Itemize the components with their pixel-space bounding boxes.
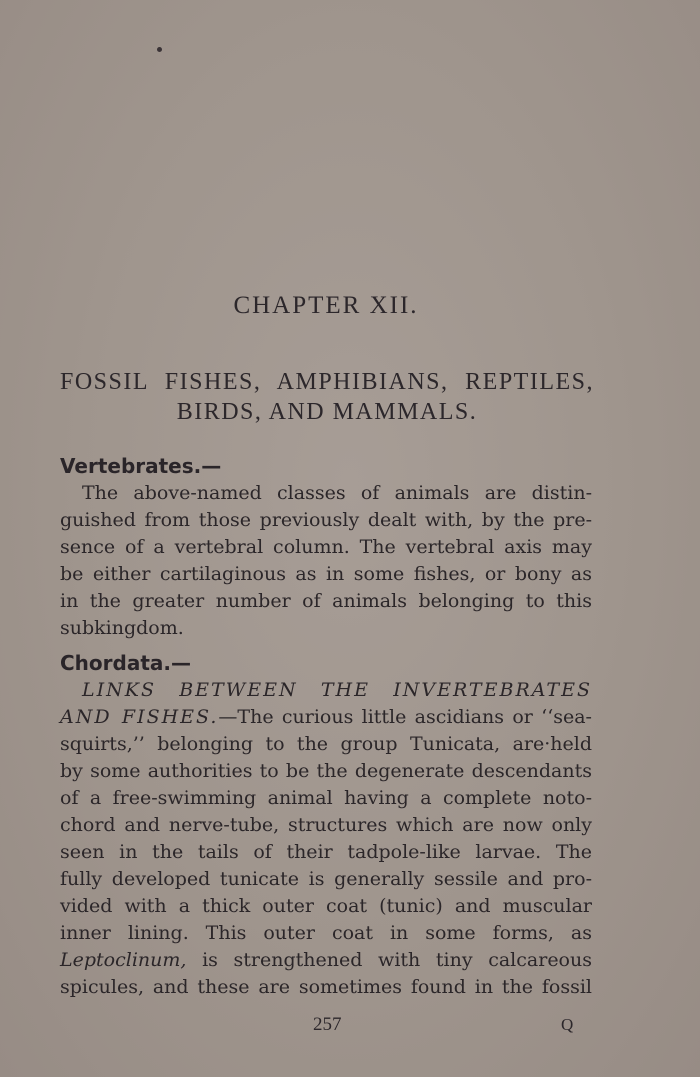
subsection-heading-continued: AND FISHES.: [60, 706, 219, 728]
page-number: 257: [313, 1014, 342, 1035]
ink-speck: [157, 47, 162, 52]
paragraph-line: of a free-swimming animal having a complete noto-: [60, 787, 592, 809]
subsection-heading-line: LINKS BETWEEN THE INVERTEBRATES: [82, 679, 592, 701]
paragraph-line-text: —The curious little ascidians or ‘‘sea-: [218, 706, 592, 728]
signature-mark: Q: [561, 1015, 574, 1034]
paragraph-line-text: is strengthened with tiny calcareous: [202, 949, 592, 971]
paragraph-line: guished from those previously dealt with, by the pre-: [60, 509, 592, 531]
chapter-number: CHAPTER XII.: [233, 292, 419, 319]
paragraph-line: chord and nerve-tube, structures which are now only: [60, 814, 592, 836]
paragraph-line: seen in the tails of their tadpole-like larvae. The: [60, 841, 592, 863]
paragraph-line: inner lining. This outer coat in some forms, as: [60, 922, 592, 944]
paragraph-line: fully developed tunicate is generally sessile and pro-: [60, 868, 592, 890]
paragraph-line: [60, 706, 592, 728]
paragraph-line: spicules, and these are sometimes found in the fossil: [60, 976, 592, 998]
paragraph-line: subkingdom.: [60, 617, 184, 639]
paragraph-line: by some authorities to be the degenerate descendants: [60, 760, 592, 782]
paragraph-line: vided with a thick outer coat (tunic) and muscular: [60, 895, 592, 917]
paragraph-line: [60, 949, 592, 971]
section-heading-chordata: Chordata.—: [60, 651, 191, 675]
paragraph-line: The above-named classes of animals are distin-: [82, 482, 592, 504]
paragraph-line: sence of a vertebral column. The vertebral axis may: [60, 536, 592, 558]
paragraph-line: in the greater number of animals belonging to this: [60, 590, 592, 612]
paragraph-line: squirts,’’ belonging to the group Tunicata, are·held: [60, 733, 592, 755]
section-heading-vertebrates: Vertebrates.—: [60, 454, 222, 478]
paragraph-line: be either cartilaginous as in some fishes, or bony as: [60, 563, 592, 585]
chapter-title-line-2: BIRDS, AND MAMMALS.: [176, 399, 478, 425]
genus-name: Leptoclinum,: [60, 949, 187, 971]
chapter-title-line-1: FOSSIL FISHES, AMPHIBIANS, REPTILES,: [60, 369, 594, 395]
